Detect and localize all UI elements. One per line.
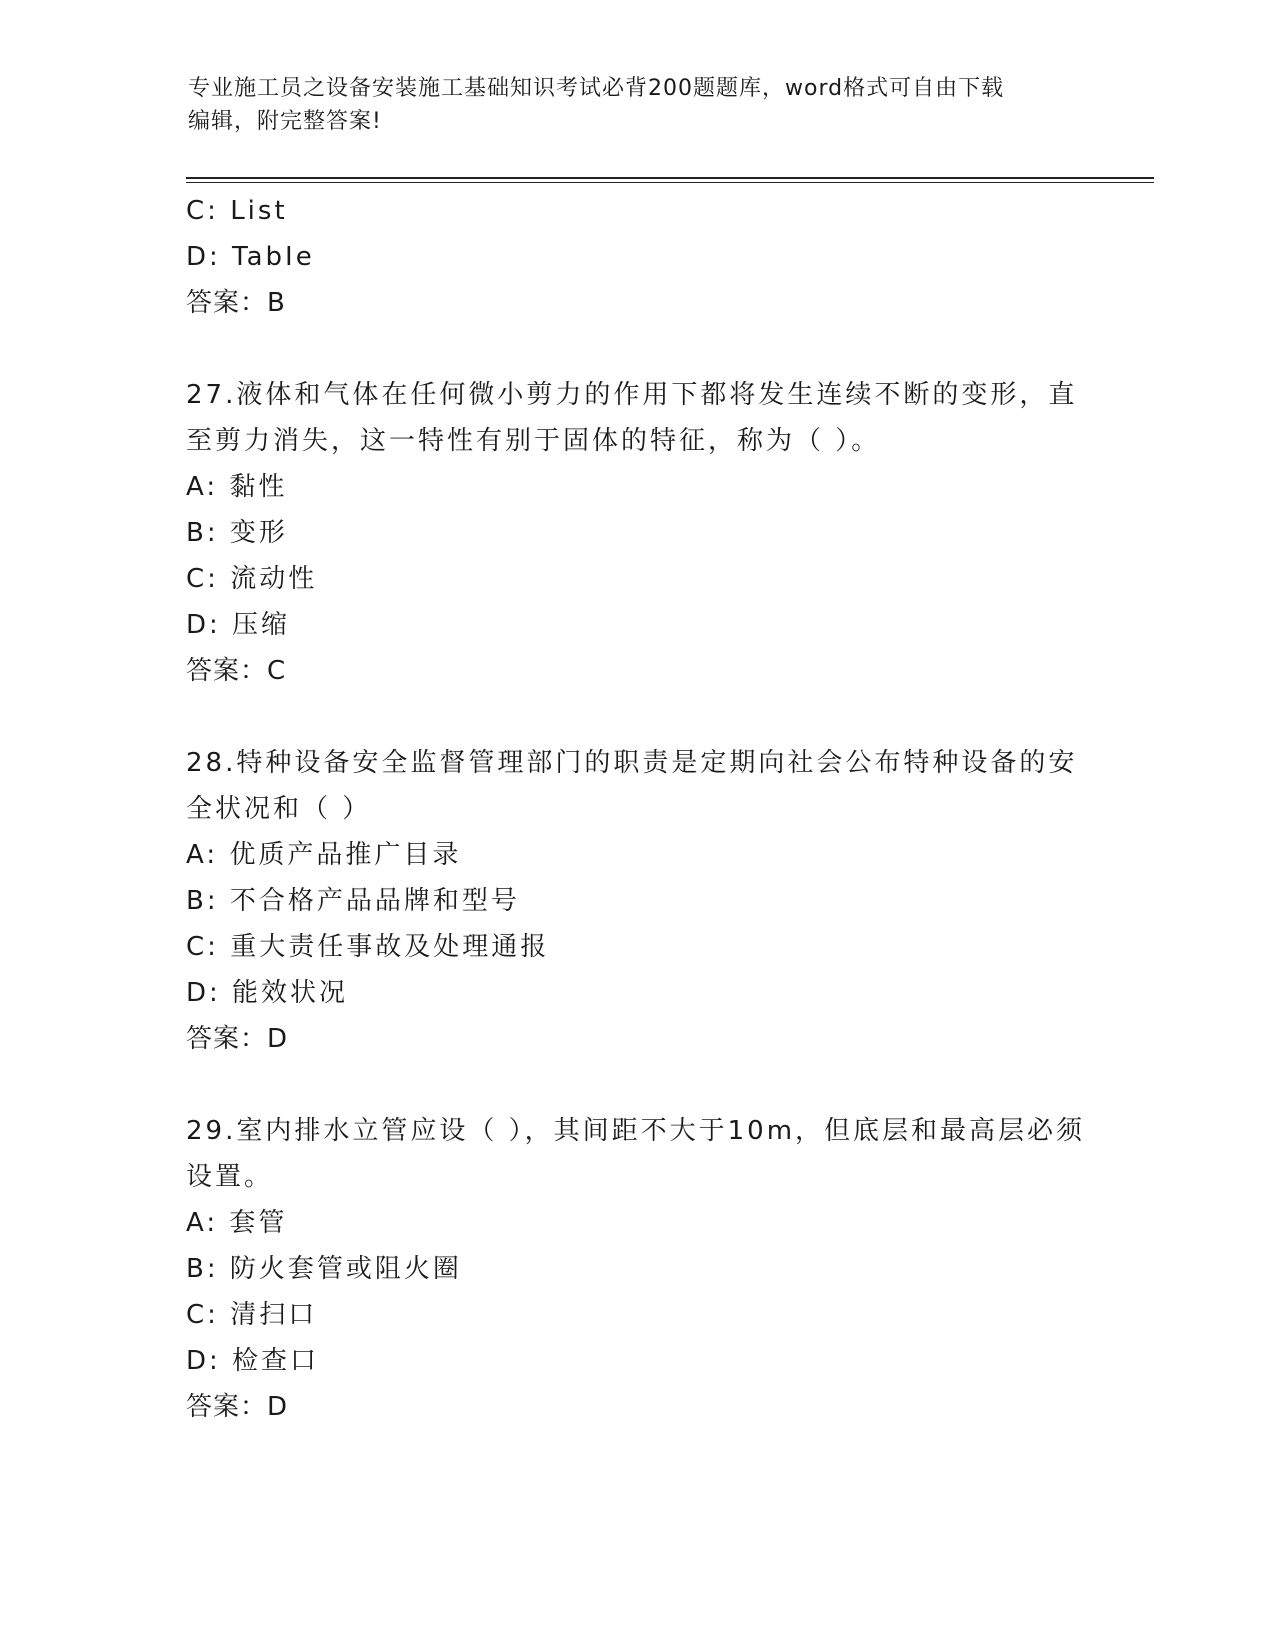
option-a [186, 1200, 1086, 1246]
question-stem-line-2: 设置。 [186, 1162, 274, 1192]
option-a [186, 464, 1086, 510]
option-key: A: [186, 1208, 219, 1238]
option-key: C: [186, 196, 219, 226]
answer-line: 答案：D [186, 1024, 289, 1054]
option-text: 不合格产品品牌和型号 [229, 886, 520, 916]
option-key: D: [186, 610, 221, 640]
option-text: TabIe [232, 242, 315, 272]
header-rule [186, 177, 1154, 183]
option-text: 流动性 [230, 564, 318, 594]
option-c [186, 556, 1086, 602]
option-text: 黏性 [229, 472, 288, 502]
option-key: B: [186, 1254, 219, 1284]
answer-line: 答案：D [186, 1392, 289, 1422]
option-key: C: [186, 564, 219, 594]
option-key: A: [186, 840, 219, 870]
option-d [186, 234, 1086, 280]
option-text: List [230, 196, 288, 226]
option-text: 变形 [229, 518, 288, 548]
option-d [186, 1338, 1086, 1384]
option-a [186, 832, 1086, 878]
option-key: B: [186, 886, 219, 916]
option-key: C: [186, 1300, 219, 1330]
option-key: C: [186, 932, 219, 962]
option-d [186, 970, 1086, 1016]
question-26-tail [186, 188, 1086, 326]
option-text: 防火套管或阻火圈 [229, 1254, 462, 1284]
option-text: 优质产品推广目录 [229, 840, 462, 870]
answer-line: 答案：B [186, 288, 286, 318]
option-key: A: [186, 472, 219, 502]
spacer [186, 326, 1086, 372]
question-stem-line-2: 全状况和（ ） [186, 794, 372, 824]
question-stem-line-1: 27.液体和气体在任何微小剪力的作用下都将发生连续不断的变形，直 [186, 380, 1078, 410]
option-c [186, 1292, 1086, 1338]
page-header [188, 72, 1068, 138]
question-stem-line-2: 至剪力消失，这一特性有别于固体的特征，称为（ ）。 [186, 426, 881, 456]
option-key: D: [186, 978, 221, 1008]
option-b [186, 1246, 1086, 1292]
question-27 [186, 372, 1086, 694]
option-c [186, 188, 1086, 234]
option-text: 重大责任事故及处理通报 [230, 932, 550, 962]
option-text: 清扫口 [230, 1300, 318, 1330]
option-b [186, 510, 1086, 556]
option-text: 套管 [229, 1208, 288, 1238]
option-key: B: [186, 518, 219, 548]
spacer [186, 694, 1086, 740]
header-line-2: 编辑，附完整答案! [188, 109, 382, 134]
spacer [186, 1062, 1086, 1108]
question-28 [186, 740, 1086, 1062]
option-text: 检查口 [232, 1346, 320, 1376]
header-line-1: 专业施工员之设备安装施工基础知识考试必背200题题库，word格式可自由下载 [188, 76, 1005, 101]
question-list [186, 188, 1086, 1430]
option-d [186, 602, 1086, 648]
option-c [186, 924, 1086, 970]
option-text: 能效状况 [232, 978, 349, 1008]
option-text: 压缩 [232, 610, 291, 640]
question-stem-line-1: 28.特种设备安全监督管理部门的职责是定期向社会公布特种设备的安 [186, 748, 1078, 778]
option-b [186, 878, 1086, 924]
answer-line: 答案：C [186, 656, 287, 686]
question-stem-line-1: 29.室内排水立管应设（ ），其间距不大于10m，但底层和最高层必须 [186, 1116, 1086, 1146]
option-key: D: [186, 1346, 221, 1376]
option-key: D: [186, 242, 221, 272]
question-29 [186, 1108, 1086, 1430]
